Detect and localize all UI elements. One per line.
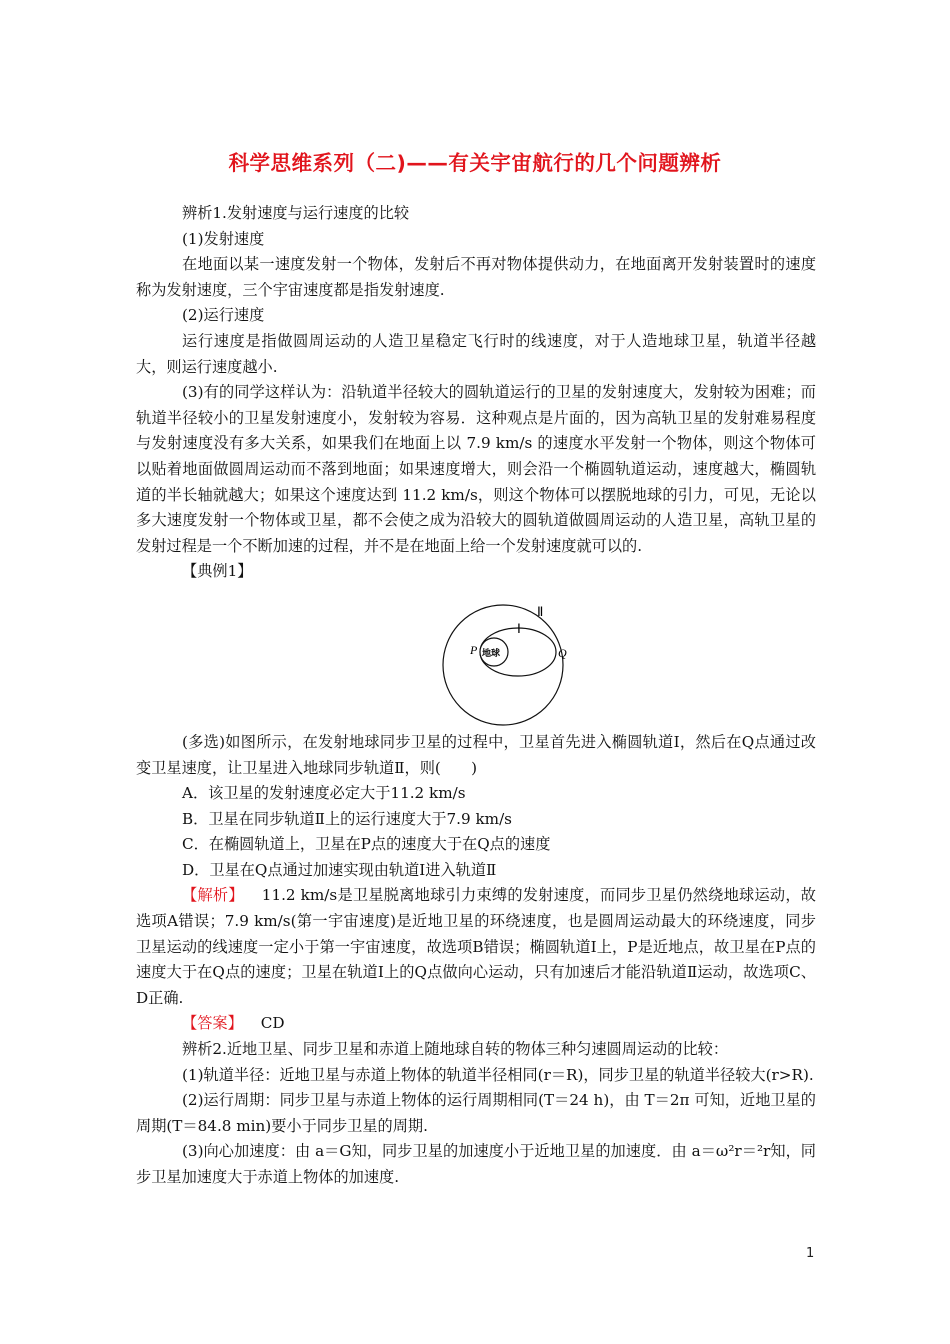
orbit-figure [136, 590, 816, 728]
orbit-radius-item: (1)轨道半径：近地卫星与赤道上物体的轨道半径相同(r＝R)，同步卫星的轨道半径较大(r>R). [182, 1065, 814, 1084]
launch-speed-label: (1)发射速度 [182, 229, 265, 248]
option-c: C．在椭圆轨道上，卫星在P点的速度大于在Q点的速度 [182, 835, 551, 854]
option-d: D．卫星在Q点通过加速实现由轨道Ⅰ进入轨道Ⅱ [182, 860, 497, 879]
point-q-label: Q [558, 645, 567, 660]
page-title: 科学思维系列（二)——有关宇宙航行的几个问题辨析 [228, 151, 722, 175]
option-a: A．该卫星的发射速度必定大于11.2 km/s [182, 784, 466, 803]
question-text: (多选)如图所示，在发射地球同步卫星的过程中，卫星首先进入椭圆轨道Ⅰ，然后在Q点通过改变卫星速度，让卫星进入地球同步轨道Ⅱ，则( ) [136, 732, 816, 777]
analysis-text: 11.2 km/s是卫星脱离地球引力束缚的发射速度，而同步卫星仍然绕地球运动，故选项A错误；7.9 km/s(第一宇宙速度)是近地卫星的环绕速度，也是圆周运动最大的环绕速度，同步卫星运动的线速度一定小于第一宇宙速度，故选项B错误；椭圆轨道Ⅰ上，P是近地点，故卫星在P点的速度大于在Q点的速度；卫星在轨道Ⅰ上的Q点做向心运动，只有加速后才能沿轨道Ⅱ运动，故选项C、D正确. [136, 886, 816, 1007]
orbit-ii-circle [443, 605, 563, 725]
answer-paragraph [136, 1011, 816, 1037]
misconception-text: (3)有的同学这样认为：沿轨道半径较大的圆轨道运行的卫星的发射速度大，发射较为困难；而轨道半径较小的卫星发射速度小，发射较为容易．这种观点是片面的，因为高轨卫星的发射难易程度与发射速度没有多大关系，如果我们在地面上以 7.9 km/s 的速度水平发射一个物体，则这个物体可以贴着地面做圆周运动而不落到地面；如果速度增大，则会沿一个椭圆轨道运动，速度越大，椭圆轨道的半长轴就越大；如果这个速度达到 11.2 km/s，则这个物体可以摆脱地球的引力，可见，无论以多大速度发射一个物体或卫星，都不会使之成为沿较大的圆轨道做圆周运动的人造卫星，高轨卫星的发射过程是一个不断加速的过程，并不是在地面上给一个发射速度就可以的. [136, 383, 816, 555]
earth-label: 地球 [482, 648, 501, 659]
acceleration-item: (3)向心加速度：由 a＝G知，同步卫星的加速度小于近地卫星的加速度．由 a＝ω²r＝²r知，同步卫星加速度大于赤道上物体的加速度. [136, 1142, 816, 1186]
analysis-paragraph [136, 883, 816, 1011]
section2-heading: 辨析2.近地卫星、同步卫星和赤道上随地球自转的物体三种匀速圆周运动的比较： [182, 1040, 729, 1059]
orbit-speed-label: (2)运行速度 [182, 306, 265, 325]
orbit-diagram [438, 590, 568, 728]
orbit-i-label: Ⅰ [517, 620, 521, 636]
answer-label: 【答案】 [182, 1014, 243, 1033]
point-p-label: P [470, 642, 478, 657]
section1-heading: 辨析1.发射速度与运行速度的比较 [182, 204, 410, 222]
answer-text: CD [260, 1014, 285, 1033]
page-number: 1 [806, 1246, 815, 1261]
option-b: B．卫星在同步轨道Ⅱ上的运行速度大于7.9 km/s [182, 809, 512, 828]
example-label: 【典例1】 [182, 562, 253, 581]
orbit-speed-text: 运行速度是指做圆周运动的人造卫星稳定飞行时的线速度，对于人造地球卫星，轨道半径越大，则运行速度越小. [136, 331, 816, 376]
analysis-label: 【解析】 [182, 886, 244, 905]
orbit-ii-label: Ⅱ [537, 603, 544, 619]
orbit-period-item: (2)运行周期：同步卫星与赤道上物体的运行周期相同(T＝24 h)，由 T＝2π 可知，近地卫星的周期(T＝84.8 min)要小于同步卫星的周期. [136, 1091, 816, 1135]
launch-speed-text: 在地面以某一速度发射一个物体，发射后不再对物体提供动力，在地面离开发射装置时的速度称为发射速度，三个宇宙速度都是指发射速度. [136, 255, 816, 299]
body-text [136, 201, 816, 1191]
